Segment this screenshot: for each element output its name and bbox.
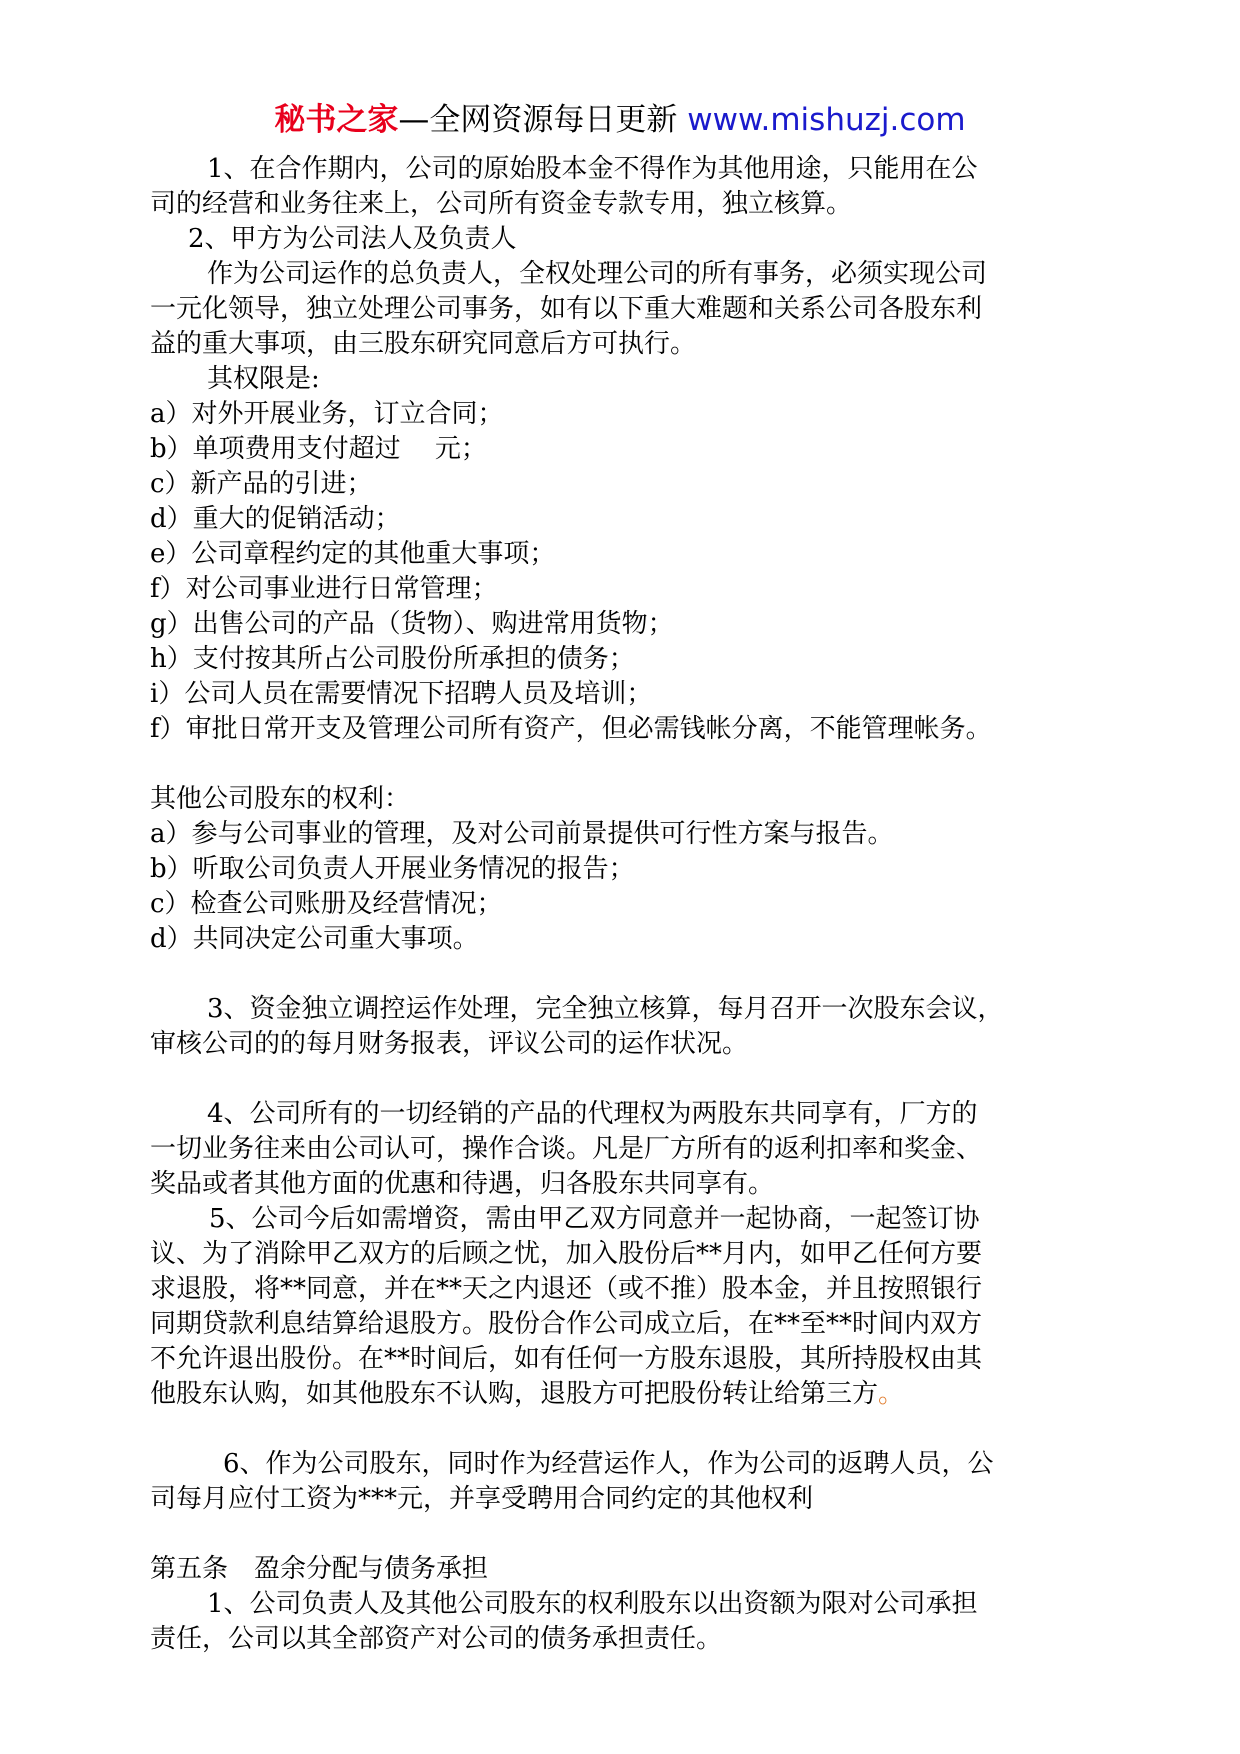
list-item: e）公司章程约定的其他重大事项； (150, 539, 556, 569)
paragraph-line: 2、甲方为公司法人及负责人 (188, 224, 517, 254)
others-title: 其他公司股东的权利： (150, 784, 411, 814)
paragraph-line: 3、资金独立调控运作处理，完全独立核算，每月召开一次股东会议， (207, 994, 1004, 1024)
paragraph-line: 4、公司所有的一切经销的产品的代理权为两股东共同享有，厂方的 (207, 1099, 978, 1129)
paragraph-line: 1、公司负责人及其他公司股东的权利股东以出资额为限对公司承担 (207, 1589, 978, 1619)
paragraph-line: 司每月应付工资为***元，并享受聘用合同约定的其他权利 (150, 1484, 814, 1514)
blank-line (150, 1062, 1095, 1097)
paragraph-line: 益的重大事项，由三股东研究同意后方可执行。 (150, 329, 697, 359)
list-item: d）重大的促销活动； (150, 504, 401, 534)
paragraph-line: 审核公司的的每月财务报表，评议公司的运作状况。 (150, 1029, 749, 1059)
paragraph-line: 1、在合作期内，公司的原始股本金不得作为其他用途，只能用在公 (207, 154, 978, 184)
list-item: g）出售公司的产品（货物）、购进常用货物； (150, 609, 674, 639)
blank-line (150, 957, 1095, 992)
paragraph-line: 5、公司今后如需增资，需由甲乙双方同意并一起协商，一起签订协 (209, 1204, 980, 1234)
list-item: a）参与公司事业的管理，及对公司前景提供可行性方案与报告。 (150, 819, 894, 849)
site-url-link[interactable]: www.mishuzj.com (687, 102, 966, 138)
blank-line (150, 1412, 1095, 1447)
paragraph-line: 作为公司运作的总负责人，全权处理公司的所有事务，必须实现公司 (207, 259, 988, 289)
article-title: 第五条 盈余分配与债务承担 (150, 1554, 489, 1584)
paragraph-line: 一元化领导，独立处理公司事务，如有以下重大难题和关系公司各股东利 (150, 294, 983, 324)
paragraph-line: 责任，公司以其全部资产对公司的债务承担责任。 (150, 1624, 723, 1654)
list-item: i）公司人员在需要情况下招聘人员及培训； (150, 679, 653, 709)
paragraph-line: 奖品或者其他方面的优惠和待遇，归各股东共同享有。 (150, 1169, 775, 1199)
paragraph-line: 求退股，将**同意，并在**天之内退还（或不推）股本金，并且按照银行 (150, 1274, 983, 1304)
list-item: a）对外开展业务，订立合同； (150, 399, 504, 429)
blank-line (150, 1517, 1095, 1552)
list-item: h）支付按其所占公司股份所承担的债务； (150, 644, 635, 674)
list-item: b）单项费用支付超过 元； (150, 434, 487, 464)
paragraph-line: 同期贷款利息结算给退股方。股份合作公司成立后，在**至**时间内双方 (150, 1309, 983, 1339)
document-body (150, 152, 1095, 1657)
site-header (0, 100, 1240, 140)
site-brand: 秘书之家 (274, 102, 399, 138)
paragraph-line: 议、为了消除甲乙双方的后顾之忧，加入股份后**月内，如甲乙任何方要 (150, 1239, 983, 1269)
paragraph-end-mark: 。 (878, 1379, 905, 1409)
site-slogan: —全网资源每日更新 (398, 102, 688, 138)
paragraph-line: 司的经营和业务往来上，公司所有资金专款专用，独立核算。 (150, 189, 853, 219)
paragraph-line: 一切业务往来由公司认可，操作合谈。凡是厂方所有的返利扣率和奖金、 (150, 1134, 983, 1164)
list-item: c）新产品的引进； (150, 469, 373, 499)
blank-line (150, 747, 1095, 782)
list-item: b）听取公司负责人开展业务情况的报告； (150, 854, 635, 884)
powers-title: 其权限是: (207, 364, 320, 394)
paragraph-line: 不允许退出股份。在**时间后，如有任何一方股东退股，其所持股权由其 (150, 1344, 983, 1374)
paragraph-line (150, 1377, 1095, 1412)
list-item: f）审批日常开支及管理公司所有资产，但必需钱帐分离，不能管理帐务。 (150, 714, 992, 744)
paragraph-text: 他股东认购，如其他股东不认购，退股方可把股份转让给第三方 (150, 1379, 879, 1409)
list-item: f）对公司事业进行日常管理； (150, 574, 498, 604)
list-item: d）共同决定公司重大事项。 (150, 924, 479, 954)
paragraph-line: 6、作为公司股东，同时作为经营运作人，作为公司的返聘人员，公 (223, 1449, 994, 1479)
list-item: c）检查公司账册及经营情况； (150, 889, 503, 919)
